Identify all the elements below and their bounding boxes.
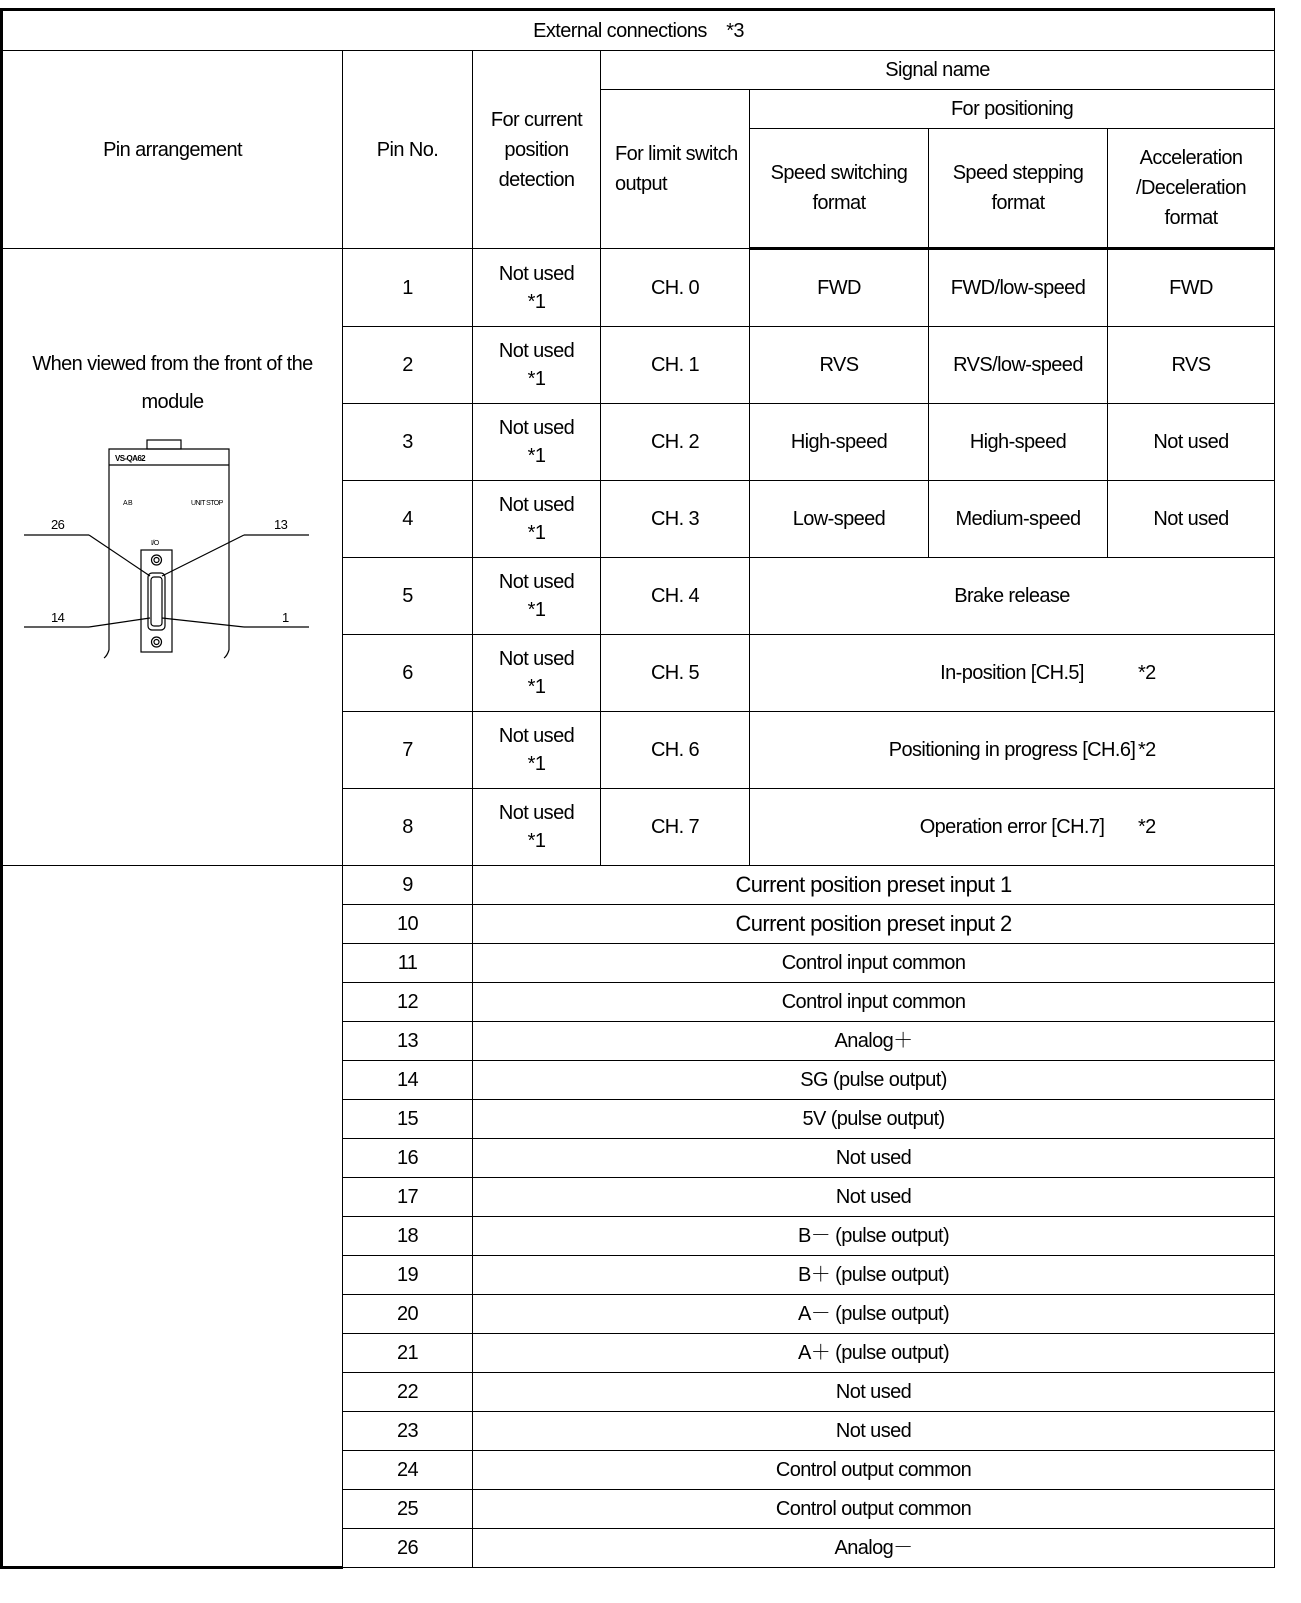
current-position-note: *1 [527, 830, 546, 852]
positioning-span-cell [750, 635, 1275, 712]
pin-number: 24 [343, 1451, 473, 1490]
pin-number: 2 [343, 327, 473, 404]
callout-13-label: 13 [274, 517, 288, 532]
signal-name: Not used [473, 1178, 1275, 1217]
callout-13-leader [162, 535, 244, 576]
pin-number: 7 [343, 712, 473, 789]
speed-stepping-signal: FWD/low-speed [929, 249, 1108, 327]
header-current-position-detection: For current position detection [473, 51, 601, 249]
signal-name: Analog－ [473, 1529, 1275, 1568]
callout-1-leader [162, 618, 244, 627]
current-position-note: *1 [527, 368, 546, 390]
pin-number: 26 [343, 1529, 473, 1568]
current-position-value: Not used [498, 262, 575, 285]
limit-switch-channel: CH. 0 [601, 249, 750, 327]
current-position-value: Not used [498, 340, 575, 362]
module-front-drawing [19, 435, 319, 665]
header-speed-stepping-format: Speed stepping format [929, 129, 1108, 249]
positioning-signal: Operation error [CH.7] [919, 816, 1105, 838]
positioning-note: *2 [1138, 816, 1156, 838]
pin-number: 13 [343, 1022, 473, 1061]
speed-stepping-signal: High-speed [929, 404, 1108, 481]
current-position-value: Not used [498, 648, 575, 670]
signal-name: A－ (pulse output) [473, 1295, 1275, 1334]
callout-14-label: 14 [51, 610, 65, 625]
current-position-cell [473, 712, 601, 789]
speed-switching-signal: Low-speed [750, 481, 929, 558]
accel-decel-signal: Not used [1108, 481, 1275, 558]
signal-name: B－ (pulse output) [473, 1217, 1275, 1256]
signal-name: Not used [473, 1412, 1275, 1451]
header-signal-name: Signal name [601, 51, 1275, 90]
module-break-right [224, 650, 229, 658]
header-pin-arrangement: Pin arrangement [2, 51, 343, 249]
current-position-note: *1 [527, 522, 546, 544]
signal-name: Not used [473, 1139, 1275, 1178]
positioning-note: *2 [1138, 739, 1156, 761]
header-pin-no: Pin No. [343, 51, 473, 249]
pin-number: 8 [343, 789, 473, 866]
callout-1-label: 1 [282, 610, 289, 625]
connector-io-label: I/O [151, 540, 159, 547]
pin-number: 22 [343, 1373, 473, 1412]
current-position-cell [473, 327, 601, 404]
positioning-span-cell [750, 789, 1275, 866]
current-position-cell [473, 635, 601, 712]
module-top-tab [147, 440, 181, 449]
unit-stop-label: UNIT STOP [191, 500, 223, 507]
pin-arrangement-blank [2, 866, 343, 1568]
signal-name: B＋ (pulse output) [473, 1256, 1275, 1295]
accel-decel-signal: Not used [1108, 404, 1275, 481]
signal-name: A＋ (pulse output) [473, 1334, 1275, 1373]
speed-stepping-signal: RVS/low-speed [929, 327, 1108, 404]
pin-number: 21 [343, 1334, 473, 1373]
signal-name: Current position preset input 2 [473, 905, 1275, 944]
pin-number: 16 [343, 1139, 473, 1178]
signal-name: Analog＋ [473, 1022, 1275, 1061]
limit-switch-channel: CH. 2 [601, 404, 750, 481]
signal-name: Control input common [473, 944, 1275, 983]
pin-arrangement-caption: When viewed from the front of the module [32, 353, 313, 413]
signal-name: 5V (pulse output) [473, 1100, 1275, 1139]
accel-decel-signal: FWD [1108, 249, 1275, 327]
current-position-cell [473, 481, 601, 558]
current-position-note: *1 [527, 445, 546, 467]
limit-switch-channel: CH. 5 [601, 635, 750, 712]
current-position-note: *1 [527, 290, 546, 313]
pin-number: 18 [343, 1217, 473, 1256]
positioning-span-cell [750, 558, 1275, 635]
positioning-signal: Brake release [954, 585, 1070, 607]
current-position-note: *1 [527, 599, 546, 621]
positioning-signal: Positioning in progress [CH.6] [888, 739, 1136, 761]
current-position-value: Not used [498, 494, 575, 516]
led-labels: A B [123, 500, 133, 507]
current-position-value: Not used [498, 571, 575, 593]
pin-number: 15 [343, 1100, 473, 1139]
current-position-note: *1 [527, 676, 546, 698]
current-position-cell [473, 404, 601, 481]
pin-number: 19 [343, 1256, 473, 1295]
pin-assignment-table [0, 8, 1275, 1569]
header-for-positioning: For positioning [750, 90, 1275, 129]
pin-number: 20 [343, 1295, 473, 1334]
speed-switching-signal: FWD [750, 249, 929, 327]
connector-screw-top [152, 555, 162, 565]
table-row [2, 866, 1275, 905]
signal-name: Control output common [473, 1451, 1275, 1490]
positioning-span-cell [750, 712, 1275, 789]
header-accel-decel-format: Acceleration /Deceleration format [1108, 129, 1275, 249]
pin-number: 5 [343, 558, 473, 635]
pin-number: 25 [343, 1490, 473, 1529]
speed-stepping-signal: Medium-speed [929, 481, 1108, 558]
limit-switch-channel: CH. 1 [601, 327, 750, 404]
pin-number: 4 [343, 481, 473, 558]
module-model-label: VS-QA62 [115, 454, 146, 463]
current-position-cell [473, 558, 601, 635]
pin-number: 9 [343, 866, 473, 905]
pin-number: 10 [343, 905, 473, 944]
signal-name: SG (pulse output) [473, 1061, 1275, 1100]
signal-name: Not used [473, 1373, 1275, 1412]
pin-number: 23 [343, 1412, 473, 1451]
pin-number: 1 [343, 249, 473, 327]
current-position-value: Not used [498, 725, 575, 747]
limit-switch-channel: CH. 4 [601, 558, 750, 635]
pin-number: 6 [343, 635, 473, 712]
limit-switch-channel: CH. 6 [601, 712, 750, 789]
pin-arrangement-cell [2, 249, 343, 866]
limit-switch-channel: CH. 3 [601, 481, 750, 558]
positioning-signal: In-position [CH.5] [940, 662, 1084, 684]
pin-number: 3 [343, 404, 473, 481]
accel-decel-signal: RVS [1108, 327, 1275, 404]
pin-number: 12 [343, 983, 473, 1022]
signal-name: Current position preset input 1 [473, 866, 1275, 905]
current-position-cell [473, 789, 601, 866]
external-connections-sheet [0, 8, 1275, 1569]
pin-number: 17 [343, 1178, 473, 1217]
current-position-note: *1 [527, 753, 546, 775]
positioning-note: *2 [1138, 662, 1156, 684]
module-break-left [104, 650, 109, 658]
signal-name: Control input common [473, 983, 1275, 1022]
header-limit-switch-output: For limit switch output [601, 90, 750, 249]
connector-screw-bottom [152, 637, 162, 647]
signal-name: Control output common [473, 1490, 1275, 1529]
speed-switching-signal: High-speed [750, 404, 929, 481]
current-position-cell [473, 249, 601, 327]
current-position-value: Not used [498, 802, 575, 824]
table-title: External connections *3 [2, 10, 1275, 51]
callout-26-label: 26 [51, 517, 65, 532]
current-position-value: Not used [498, 417, 575, 439]
pin-number: 11 [343, 944, 473, 983]
speed-switching-signal: RVS [750, 327, 929, 404]
header-speed-switching-format: Speed switching format [750, 129, 929, 249]
pin-number: 14 [343, 1061, 473, 1100]
table-row [2, 249, 1275, 327]
limit-switch-channel: CH. 7 [601, 789, 750, 866]
